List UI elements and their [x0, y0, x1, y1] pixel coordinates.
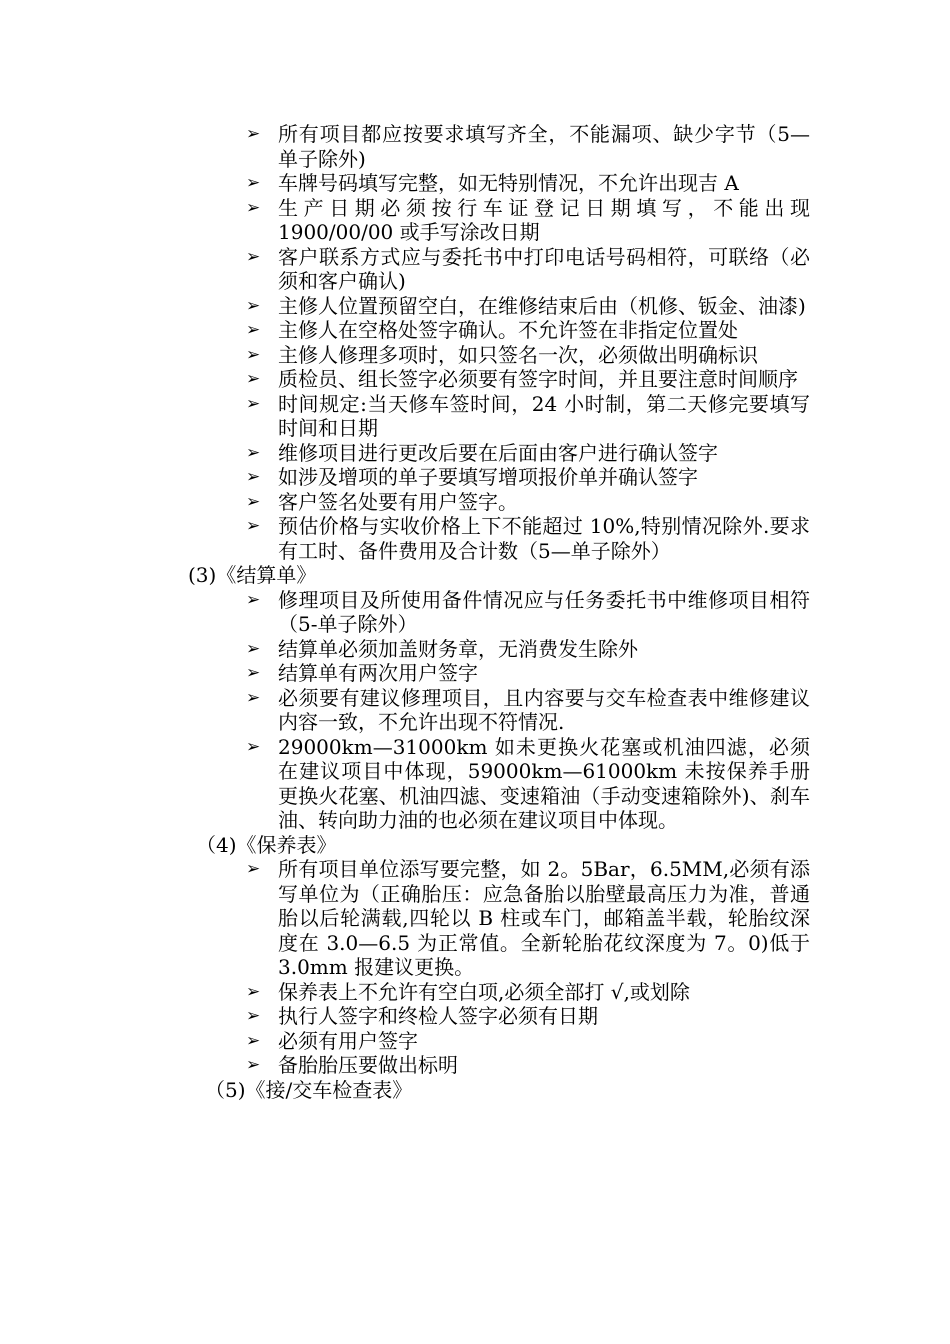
bullet-arrow-icon: ➢	[246, 687, 261, 708]
list-item	[0, 980, 810, 1005]
list-item	[0, 735, 810, 833]
document-content	[0, 122, 950, 1102]
list-item	[0, 1004, 810, 1029]
bullet-arrow-icon: ➢	[246, 516, 261, 536]
section-4-list	[0, 857, 950, 1078]
list-item-text: 生产日期必须按行车证登记日期填写，不能出现 1900/00/00 或手写涂改日期	[278, 195, 810, 244]
list-item-text: 客户联系方式应与委托书中打印电话号码相符，可联络（必须和客户确认)	[278, 244, 810, 293]
list-item-text: 结算单必须加盖财务章，无消费发生除外	[278, 636, 638, 661]
list-item	[0, 465, 810, 490]
list-item-text: 执行人签字和终检人签字必须有日期	[278, 1004, 598, 1028]
bullet-arrow-icon: ➢	[246, 320, 261, 340]
section-3-heading: (3)《结算单》	[188, 563, 317, 587]
bullet-arrow-icon: ➢	[246, 638, 261, 659]
list-item-text: 保养表上不允许有空白项,必须全部打 √,或划除	[278, 979, 690, 1004]
list-item	[0, 196, 810, 245]
list-item-text: 所有项目单位添写要完整，如 2。5Bar，6.5MM,必须有添写单位为（正确胎压：应急备胎以胎壁最高压力为准，普通胎以后轮满载,四轮以 B 柱或车门，邮箱盖半载，轮胎纹深度在 3.0—6.5 为正常值。全新轮胎花纹深度为 7。0)低于 3.0mm 报建议更换。	[278, 857, 810, 979]
list-item	[0, 514, 810, 563]
list-item-text: 时间规定:当天修车签时间，24 小时制，第二天修完要填写时间和日期	[278, 391, 810, 440]
bullet-arrow-icon: ➢	[246, 1030, 261, 1051]
list-item-text: 主修人位置预留空白，在维修结束后由（机修、钣金、油漆)	[278, 293, 806, 318]
list-item-text: 29000km—31000km 如未更换火花塞或机油四滤，必须在建议项目中体现，59000km—61000km 未按保养手册更换火花塞、机油四滤、变速箱油（手动变速箱除外)、刹车油、转向助力油的也必须在建议项目中体现。	[278, 734, 810, 832]
bullet-arrow-icon: ➢	[246, 393, 261, 414]
list-item-text: 所有项目都应按要求填写齐全，不能漏项、缺少字节（5—单子除外)	[278, 122, 810, 171]
bullet-arrow-icon: ➢	[246, 467, 261, 487]
list-item-text: 维修项目进行更改后要在后面由客户进行确认签字	[278, 440, 718, 465]
list-item-text: 质检员、组长签字必须要有签字时间，并且要注意时间顺序	[278, 367, 798, 391]
list-item	[0, 343, 810, 368]
bullet-arrow-icon: ➢	[246, 369, 261, 389]
bullet-arrow-icon: ➢	[246, 246, 261, 267]
section-2-list	[0, 122, 950, 563]
bullet-arrow-icon: ➢	[246, 859, 261, 879]
list-item	[0, 1029, 810, 1054]
bullet-arrow-icon: ➢	[246, 173, 261, 193]
list-item	[0, 661, 810, 686]
bullet-arrow-icon: ➢	[246, 663, 261, 683]
section-5-heading: （5)《接/交车检查表》	[205, 1077, 413, 1102]
bullet-arrow-icon: ➢	[246, 491, 261, 512]
bullet-arrow-icon: ➢	[246, 1055, 261, 1075]
bullet-arrow-icon: ➢	[246, 589, 261, 610]
bullet-arrow-icon: ➢	[246, 1006, 261, 1026]
bullet-arrow-icon: ➢	[246, 736, 261, 757]
list-item	[0, 318, 810, 343]
list-item	[0, 588, 810, 637]
list-item	[0, 1053, 810, 1078]
list-item-text: 车牌号码填写完整，如无特别情况，不允许出现吉 A	[278, 171, 739, 195]
list-item	[0, 367, 810, 392]
list-item-text: 必须要有建议修理项目，且内容要与交车检查表中维修建议内容一致，不允许出现不符情况.	[278, 685, 810, 734]
list-item	[0, 490, 810, 515]
section-3-list	[0, 588, 950, 833]
list-item-text: 客户签名处要有用户签字。	[278, 489, 518, 514]
list-item	[0, 857, 810, 980]
bullet-arrow-icon: ➢	[246, 124, 261, 144]
list-item-text: 主修人修理多项时，如只签名一次，必须做出明确标识	[278, 342, 758, 367]
list-item-text: 结算单有两次用户签字	[278, 661, 478, 685]
list-item	[0, 637, 810, 662]
bullet-arrow-icon: ➢	[246, 981, 261, 1002]
list-item-text: 如涉及增项的单子要填写增项报价单并确认签字	[278, 465, 698, 489]
list-item-text: 修理项目及所使用备件情况应与任务委托书中维修项目相符（5-单子除外）	[278, 587, 810, 636]
list-item	[0, 441, 810, 466]
list-item	[0, 171, 810, 196]
list-item	[0, 392, 810, 441]
section-4-heading: （4)《保养表》	[196, 832, 337, 857]
list-item	[0, 245, 810, 294]
bullet-arrow-icon: ➢	[246, 197, 261, 218]
list-item-text: 预估价格与实收价格上下不能超过 10%,特别情况除外.要求有工时、备件费用及合计数（5—单子除外）	[278, 514, 810, 563]
bullet-arrow-icon: ➢	[246, 344, 261, 365]
list-item	[0, 122, 810, 171]
list-item-text: 主修人在空格处签字确认。不允许签在非指定位置处	[278, 318, 738, 342]
bullet-arrow-icon: ➢	[246, 442, 261, 463]
list-item	[0, 686, 810, 735]
list-item	[0, 294, 810, 319]
list-item-text: 必须有用户签字	[278, 1028, 418, 1053]
list-item-text: 备胎胎压要做出标明	[278, 1053, 458, 1077]
bullet-arrow-icon: ➢	[246, 295, 261, 316]
